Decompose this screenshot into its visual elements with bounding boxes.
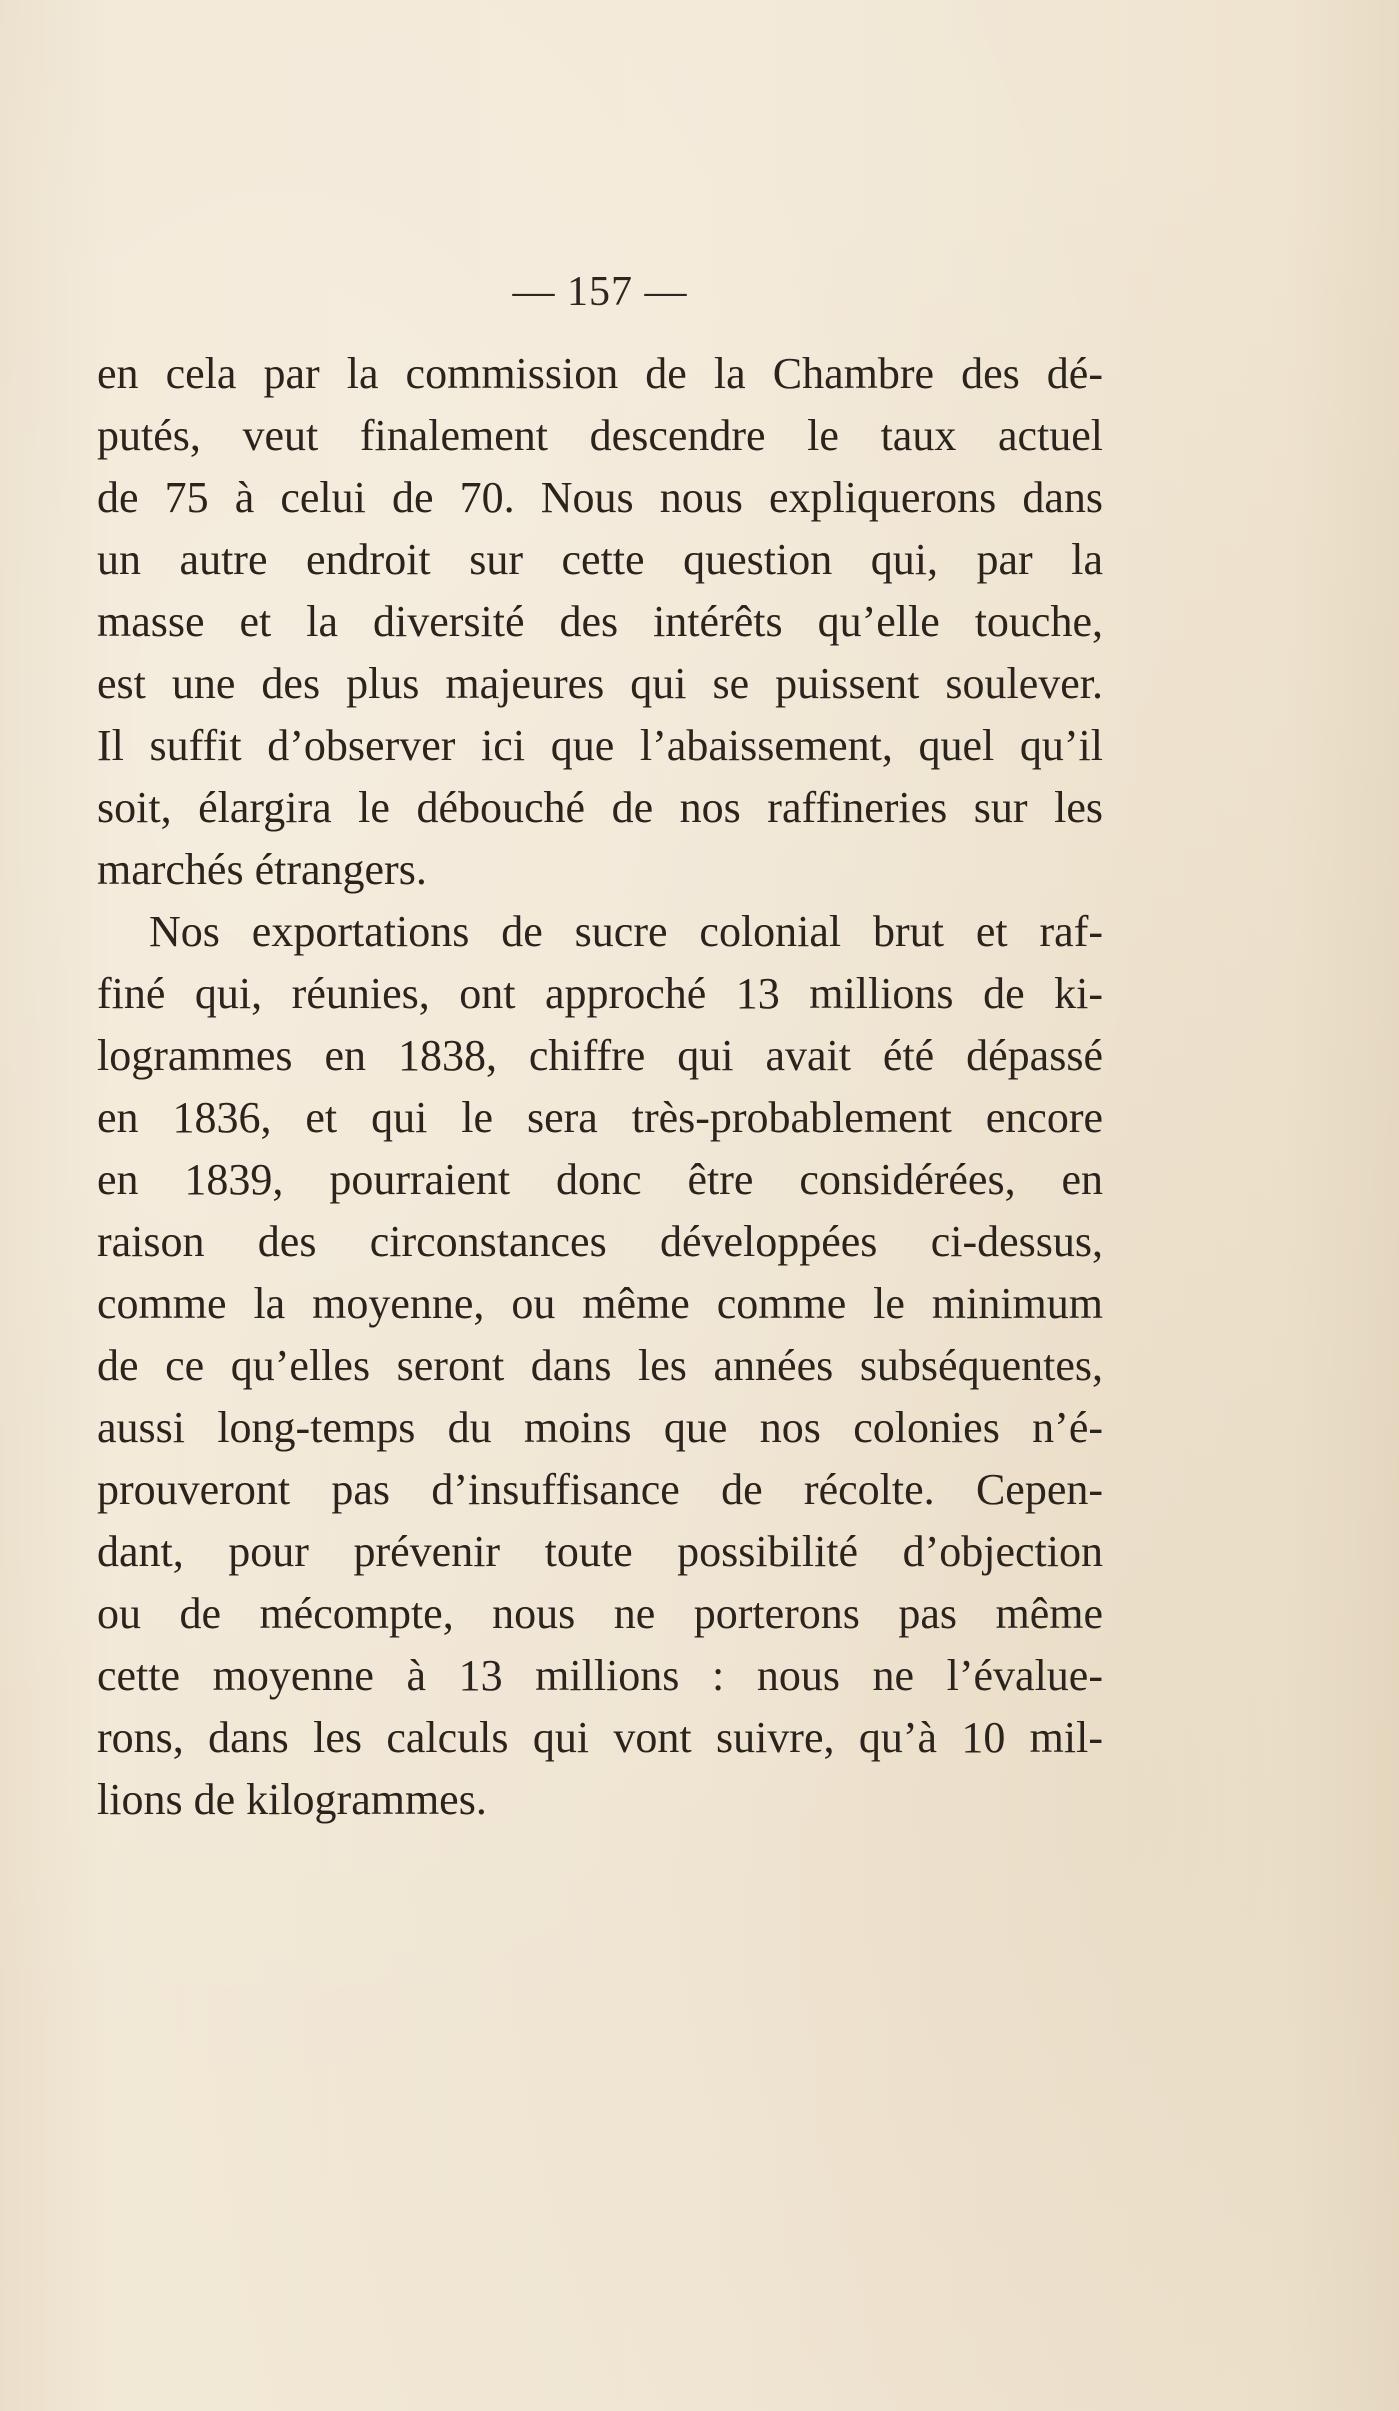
paragraph-start-line: Nos exportations de sucre colonial brut et raf- — [149, 907, 1103, 956]
text-line: un autre endroit sur cette question qui, par la — [97, 535, 1103, 584]
paragraph-end-line: lions de kilogrammes. — [97, 1775, 487, 1824]
text-line: comme la moyenne, ou même comme le minimum — [97, 1279, 1103, 1328]
text-line: est une des plus majeures qui se puissent soulever. — [97, 659, 1103, 708]
text-line: rons, dans les calculs qui vont suivre, qu’à 10 mil- — [97, 1713, 1103, 1762]
text-line: dant, pour prévenir toute possibilité d’objection — [97, 1527, 1103, 1576]
text-line: de ce qu’elles seront dans les années subséquentes, — [97, 1341, 1103, 1390]
text-line: aussi long-temps du moins que nos colonies n’é- — [97, 1403, 1103, 1452]
text-line: en cela par la commission de la Chambre des dé- — [97, 349, 1103, 398]
text-line: prouveront pas d’insuffisance de récolte. Cepen- — [97, 1465, 1103, 1514]
text-line: finé qui, réunies, ont approché 13 millions de ki- — [97, 969, 1103, 1018]
text-line: raison des circonstances développées ci-dessus, — [97, 1217, 1103, 1266]
text-line: Il suffit d’observer ici que l’abaissement, quel qu’il — [97, 721, 1103, 770]
text-line: en 1836, et qui le sera très-probablement encore — [97, 1093, 1103, 1142]
page-number: — 157 — — [512, 269, 688, 315]
paragraph-end-line: marchés étrangers. — [97, 845, 427, 894]
text-line: masse et la diversité des intérêts qu’elle touche, — [97, 597, 1103, 646]
text-line: ou de mécompte, nous ne porterons pas même — [97, 1589, 1103, 1638]
text-line: soit, élargira le débouché de nos raffineries sur les — [97, 783, 1103, 832]
body-text — [97, 343, 1103, 1831]
text-line: en 1839, pourraient donc être considérées, en — [97, 1155, 1103, 1204]
text-line: putés, veut finalement descendre le taux actuel — [97, 411, 1103, 460]
text-line: cette moyenne à 13 millions : nous ne l’évalue- — [97, 1651, 1103, 1700]
text-line: de 75 à celui de 70. Nous nous expliquerons dans — [97, 473, 1103, 522]
text-line: logrammes en 1838, chiffre qui avait été dépassé — [97, 1031, 1103, 1080]
